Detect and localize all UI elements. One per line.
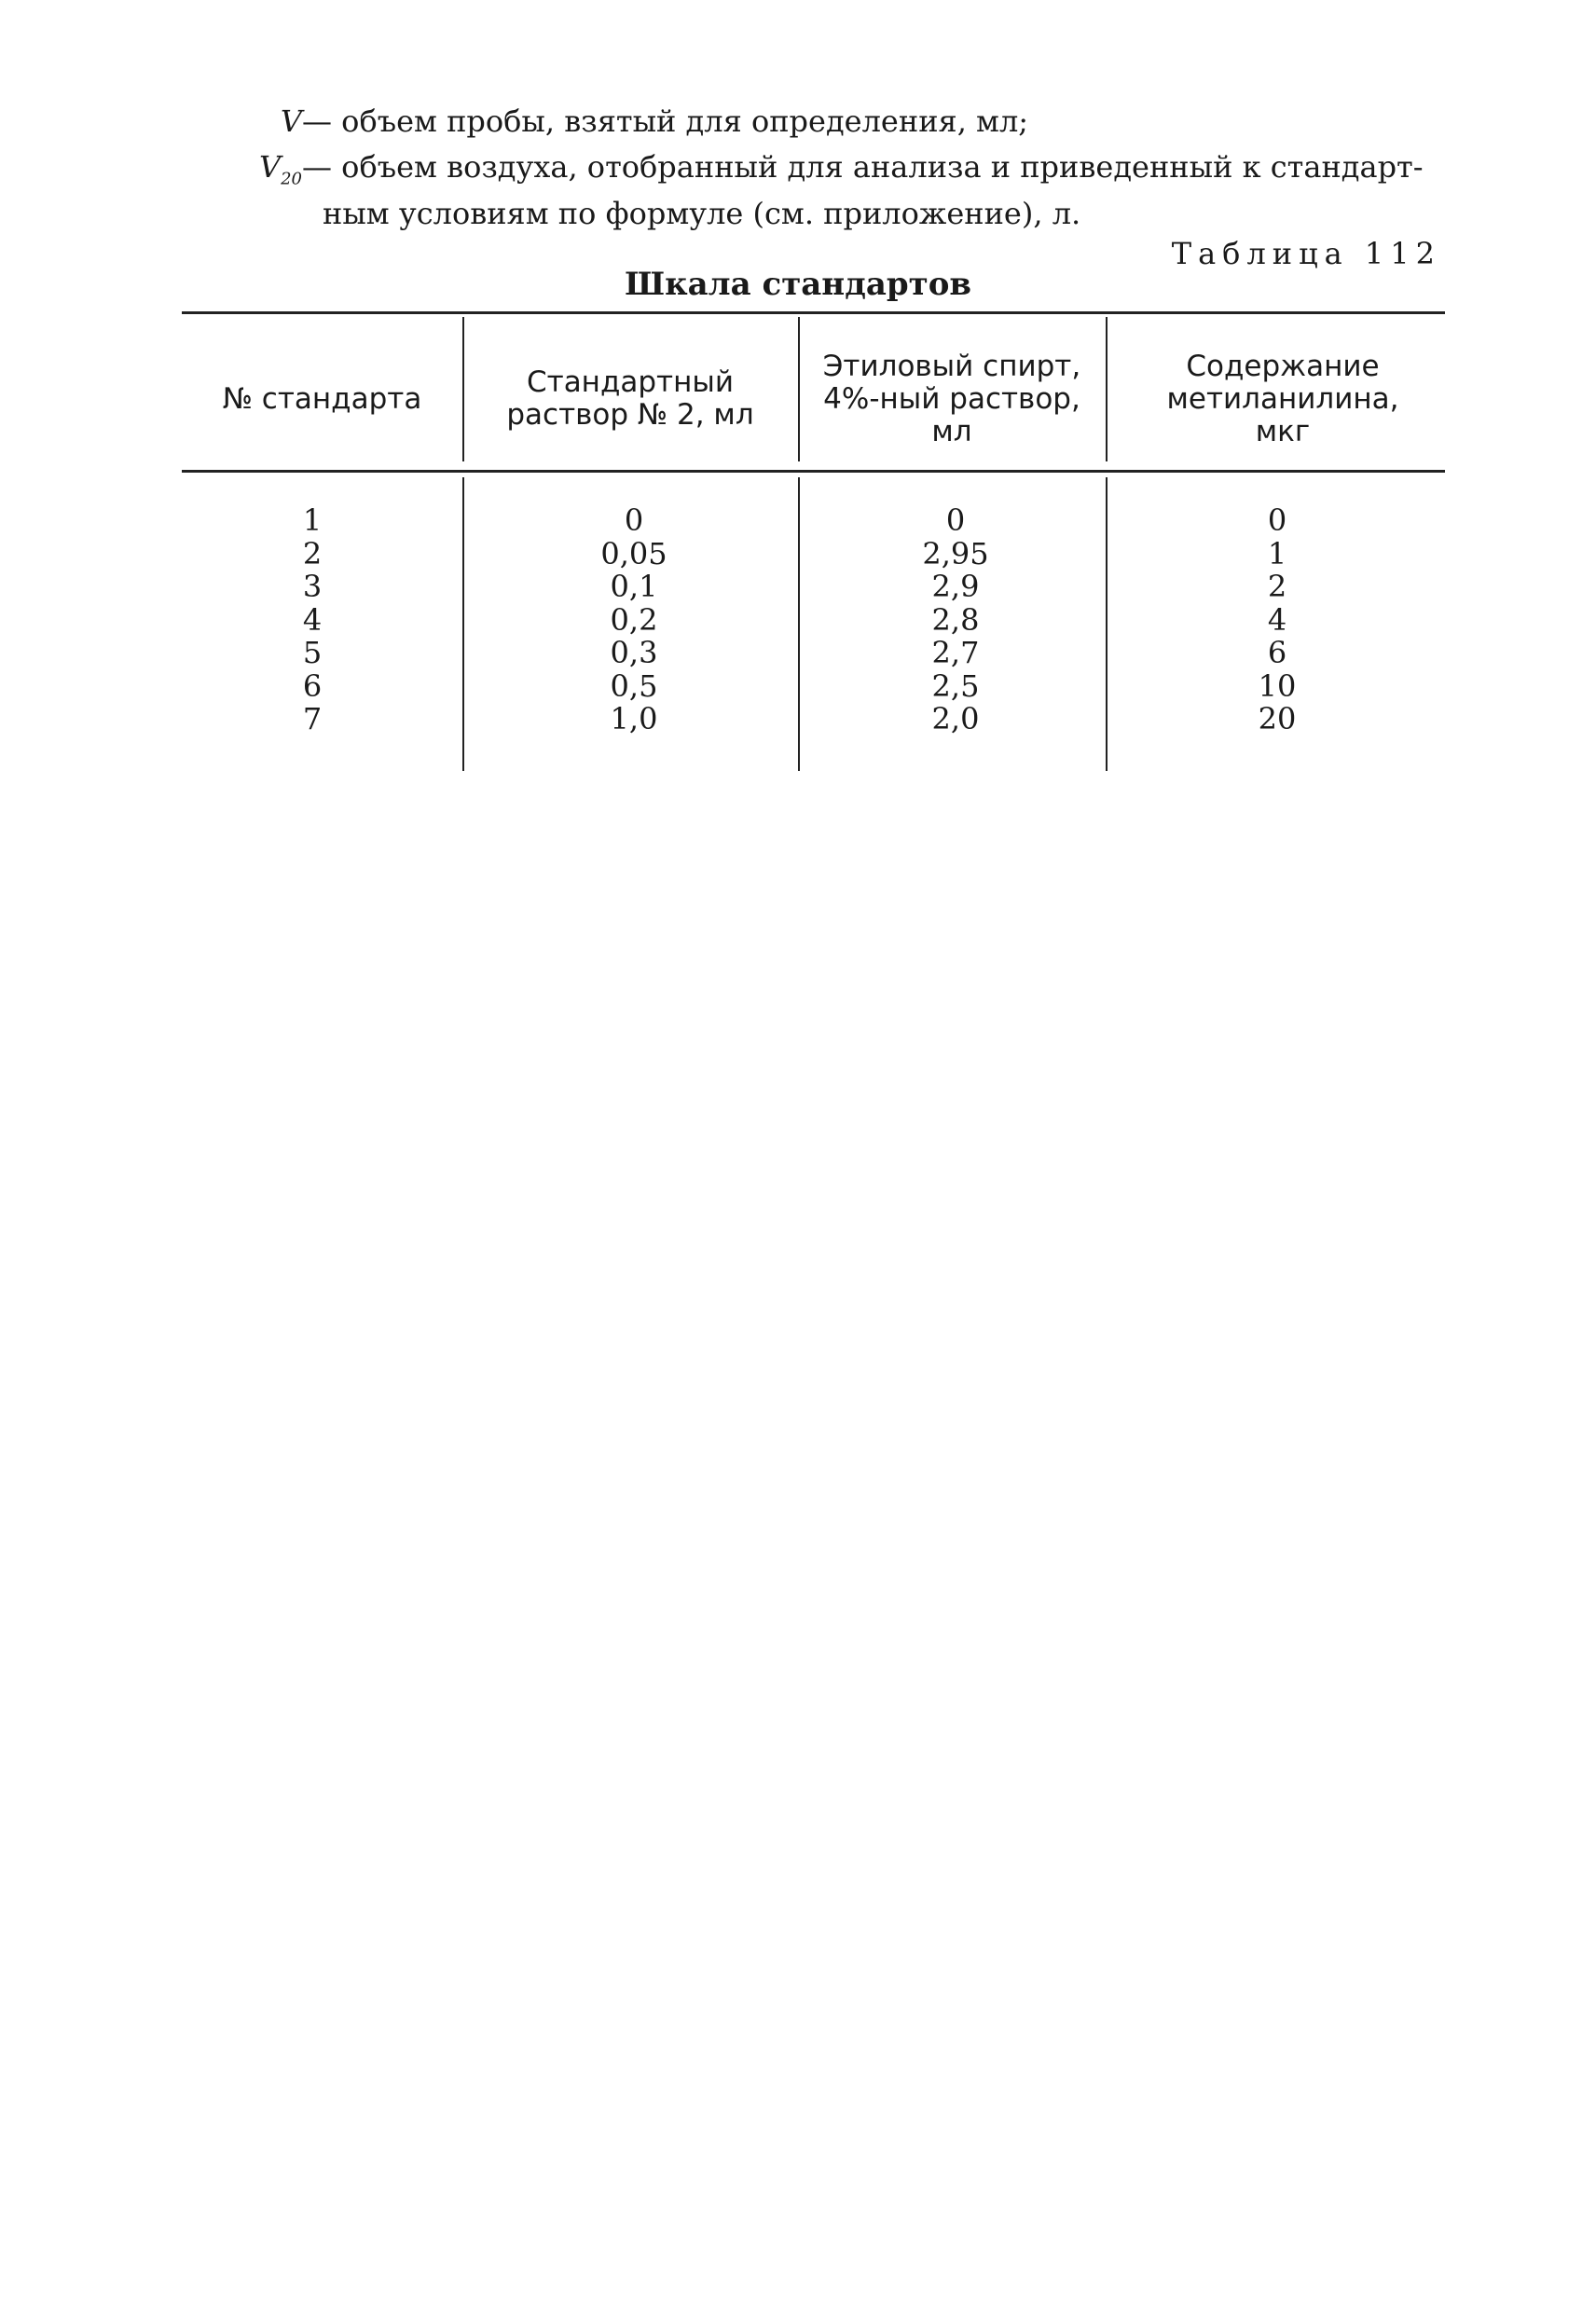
- header-standard-number: № стандарта: [222, 381, 422, 416]
- table-top-rule: [182, 311, 1445, 314]
- table-cell: 4: [1267, 601, 1287, 638]
- table-number-label: Таблица 112: [1171, 236, 1441, 271]
- definition-text: — объем воздуха, отобранный для анализа и приведенный к стандарт-: [302, 149, 1424, 186]
- table-cell: 0: [1267, 502, 1287, 538]
- table-cell: 6: [1267, 635, 1287, 670]
- column-divider: [798, 477, 800, 771]
- definition-v20-continuation: ным условиям по формуле (см. приложение), л.: [323, 195, 1081, 231]
- table-cell: 2,0: [931, 701, 980, 736]
- column-divider: [1106, 317, 1108, 461]
- table-cell: 0: [624, 502, 644, 538]
- table-cell: 20: [1258, 701, 1297, 736]
- table-cell: 10: [1258, 667, 1297, 704]
- standards-table: [182, 311, 1445, 773]
- table-cell: 0,1: [610, 569, 658, 604]
- table-cell: 1: [302, 502, 323, 538]
- table-cell: 0,05: [600, 535, 667, 571]
- column-divider: [462, 477, 464, 771]
- column-standard-number: [275, 504, 350, 736]
- table-cell: 6: [302, 667, 323, 704]
- table-cell: 2,9: [931, 569, 980, 604]
- definition-symbol: $V_{20}$: [258, 149, 302, 189]
- table-cell: 2: [1267, 569, 1287, 604]
- table-cell: 2,5: [931, 667, 980, 704]
- table-cell: 2,8: [931, 601, 980, 638]
- header-ethanol-solution: Этиловый спирт, 4%-ный раствор, мл: [822, 349, 1081, 448]
- table-cell: 1: [1267, 535, 1287, 571]
- column-methylaniline-content: [1231, 504, 1324, 736]
- column-divider: [1106, 477, 1108, 771]
- table-cell: 2,95: [922, 535, 989, 571]
- table-cell: 4: [302, 601, 323, 638]
- definition-text: — объем пробы, взятый для определения, мл;: [302, 103, 1029, 139]
- column-divider: [462, 317, 464, 461]
- table-cell: 1,0: [610, 701, 658, 736]
- table-cell: 0,5: [610, 667, 658, 704]
- table-cell: 2,7: [931, 635, 980, 670]
- column-standard-solution: [578, 504, 690, 736]
- table-cell: 5: [302, 635, 323, 670]
- table-header-rule: [182, 470, 1445, 473]
- definition-symbol: V: [280, 103, 302, 139]
- header-standard-solution: Стандартный раствор № 2, мл: [506, 365, 754, 432]
- table-cell: 0,2: [610, 601, 658, 638]
- column-ethanol-solution: [900, 504, 1011, 736]
- header-methylaniline-content: Содержание метиланилина, мкг: [1166, 349, 1399, 448]
- table-cell: 3: [302, 569, 323, 604]
- definition-v: [237, 104, 1449, 150]
- table-cell: 0: [945, 502, 966, 538]
- definitions-list: [237, 104, 1449, 230]
- table-cell: 7: [302, 701, 323, 736]
- table-cell: 0,3: [610, 635, 658, 670]
- table-title: Шкала стандартов: [624, 266, 972, 303]
- column-divider: [798, 317, 800, 461]
- table-cell: 2: [302, 535, 323, 571]
- definition-v20: [237, 150, 1449, 196]
